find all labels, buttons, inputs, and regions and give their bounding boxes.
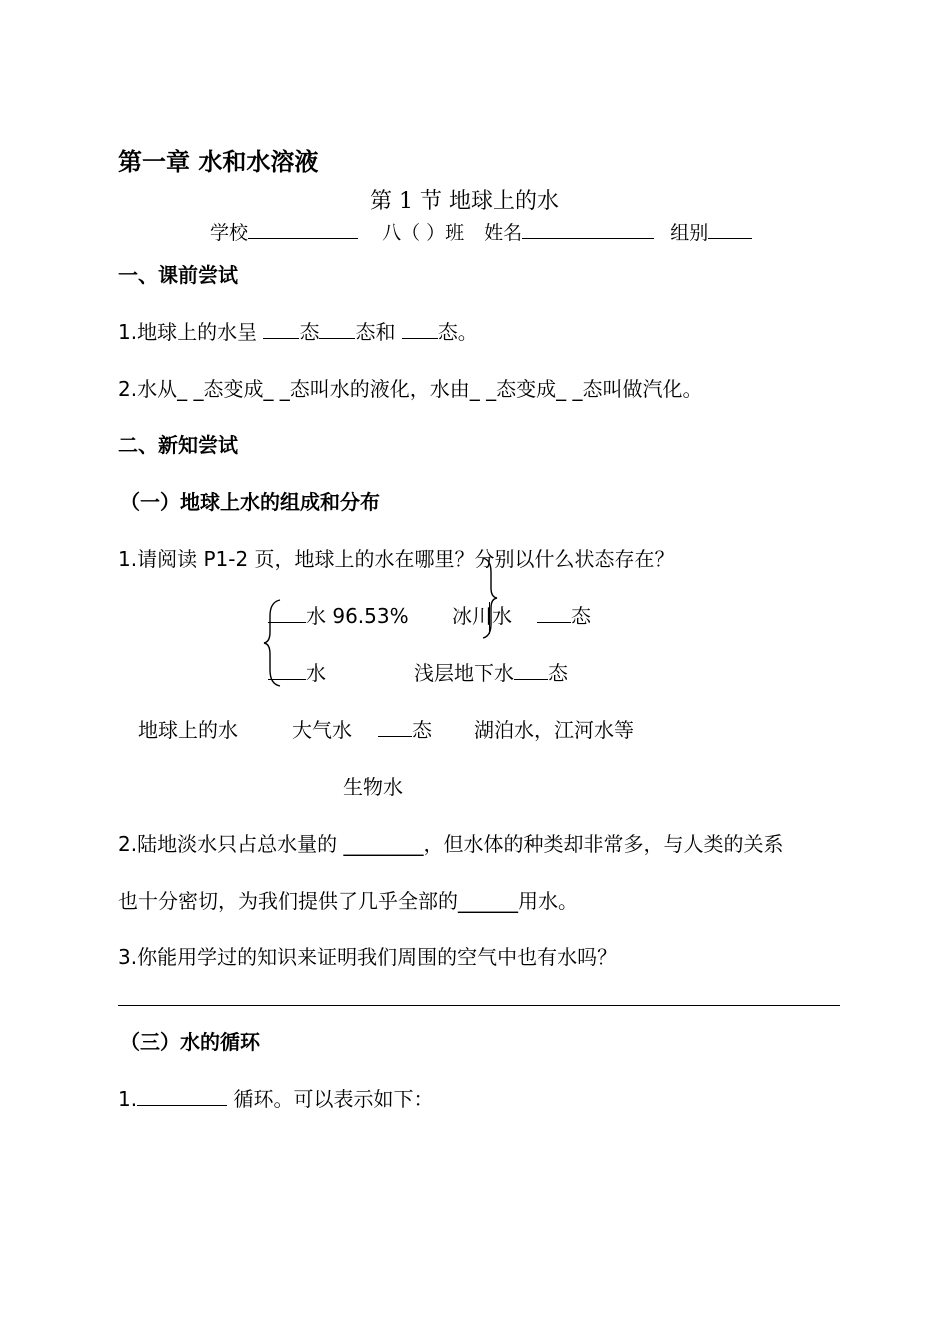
diagram-atmospheric-water: 大气水 — [292, 718, 352, 742]
group-label: 组别 — [670, 222, 709, 244]
cycle-question: 1. 循环。可以表示如下： — [118, 1087, 434, 1111]
diagram-earth-water: 地球上的水 — [138, 718, 238, 742]
diagram-lakes-rivers: 湖泊水，江河水等 — [474, 718, 634, 742]
pre-q1: 1.地球上的水呈 态 态和 态。 — [118, 320, 478, 344]
school-field[interactable] — [248, 220, 358, 239]
group-field[interactable] — [708, 220, 752, 239]
class-label: 八（ ）班 — [382, 222, 465, 244]
sea-water-blank[interactable] — [268, 604, 306, 623]
new-q2-line1: 2.陆地淡水只占总水量的 ________，但水体的种类却非常多，与人类的关系 — [118, 832, 784, 856]
land-water-blank[interactable] — [268, 661, 306, 680]
pre-q2: 2.水从_ _态变成_ _态叫水的液化，水由_ _态变成_ _态叫做汽化。 — [118, 377, 703, 401]
pre-q1-blank-1[interactable] — [263, 320, 299, 339]
subsection-1-title: （一）地球上水的组成和分布 — [120, 490, 380, 514]
pre-heading: 一、课前尝试 — [118, 263, 238, 287]
new-q2-line2: 也十分密切，为我们提供了几乎全部的______用水。 — [118, 889, 578, 913]
diagram-glacier-state: 态 — [537, 604, 591, 628]
chapter-title: 第一章 水和水溶液 — [118, 148, 319, 176]
pre-q1-blank-2[interactable] — [319, 320, 355, 339]
school-label: 学校 — [210, 222, 249, 244]
atmos-state-blank[interactable] — [378, 718, 412, 737]
pre-q1-blank-3[interactable] — [402, 320, 438, 339]
info-line — [210, 220, 752, 244]
shallow-state-blank[interactable] — [514, 661, 548, 680]
glacier-state-blank[interactable] — [537, 604, 571, 623]
new-heading: 二、新知尝试 — [118, 433, 238, 457]
diagram-bio-water: 生物水 — [343, 775, 403, 799]
diagram-land-water: 水 — [268, 661, 326, 685]
cycle-blank[interactable] — [137, 1087, 227, 1106]
name-label: 姓名 — [484, 222, 523, 244]
new-q1: 1.请阅读 P1-2 页，地球上的水在哪里？分别以什么状态存在？ — [118, 547, 675, 571]
subsection-3-title: （三）水的循环 — [120, 1030, 260, 1054]
name-field[interactable] — [522, 220, 654, 239]
diagram-sea-water: 水 96.53% — [268, 604, 409, 628]
new-q3: 3.你能用学过的知识来证明我们周围的空气中也有水吗？ — [118, 945, 618, 969]
section-title: 第 1 节 地球上的水 — [370, 189, 559, 214]
answer-line[interactable] — [118, 1005, 840, 1006]
diagram-glacier: 冰川水 — [452, 604, 512, 628]
diagram-atmospheric-state: 态 — [378, 718, 432, 742]
diagram-shallow-groundwater: 浅层地下水 态 — [414, 661, 568, 685]
